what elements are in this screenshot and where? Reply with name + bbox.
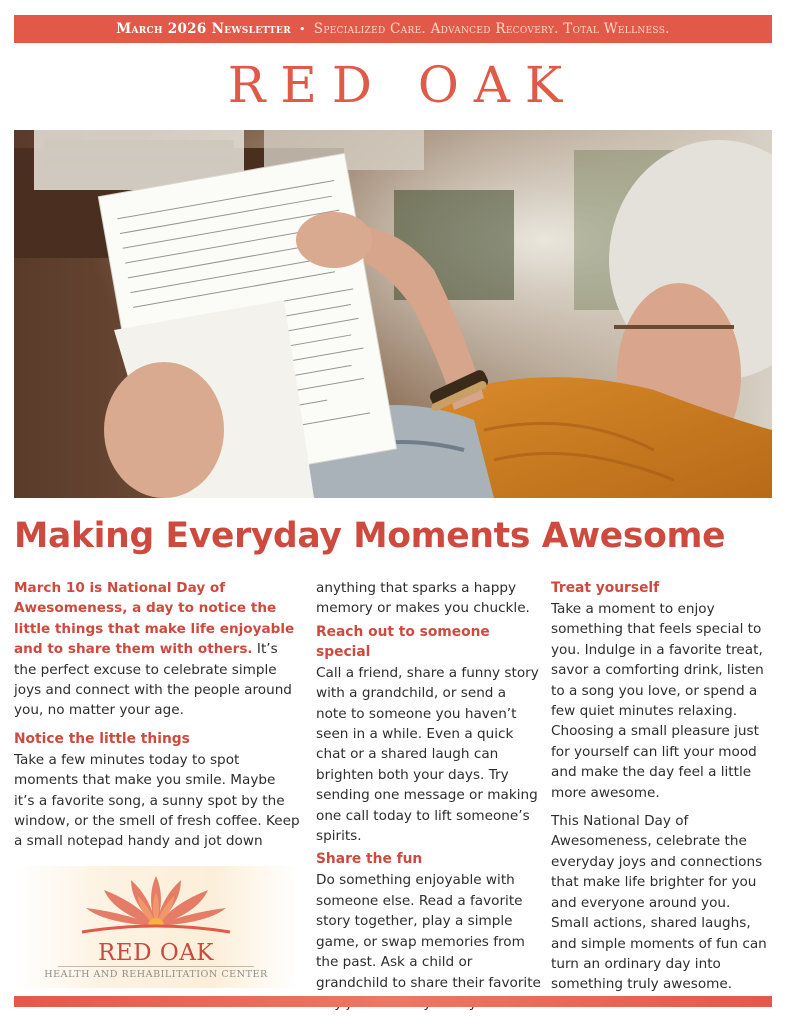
article-column-2	[316, 578, 541, 1021]
section-body-treat: Take a moment to enjoy something that feels special to you. Indulge in a favorite treat, savor a comforting drink, listen to a song you love, or spend a few quiet minutes relaxing. Choosing a small pleasure just for yourself can lift your mood and make the day feel a little more awesome.	[551, 601, 764, 801]
newsletter-edition: March 2026 Newsletter	[116, 21, 291, 37]
intro-paragraph	[14, 578, 300, 721]
logo-divider	[58, 966, 254, 967]
masthead-title: RED OAK	[227, 56, 578, 114]
section-body-notice: Take a few minutes today to spot moments that make you smile. Maybe it’s a favorite song, a sunny spot by the window, or the smell of fresh coffee. Keep a small notepad handy and jot down	[14, 751, 300, 850]
section-title-share-fun: Share the fun	[316, 851, 423, 868]
lotus-flower-icon	[76, 868, 236, 938]
logo-name: RED OAK	[97, 940, 214, 966]
intro-lead: March 10 is National Day of Awesomeness, a day to notice the little things that make life enjoyable and to share them with others.	[14, 580, 295, 658]
article-headline: Making Everyday Moments Awesome	[14, 516, 726, 556]
hero-photo	[14, 130, 772, 498]
article-column-1	[14, 578, 300, 860]
red-oak-logo	[14, 866, 298, 988]
closing-paragraph: This National Day of Awesomeness, celebrate the everyday joys and connections that make life brighter for you and everyone around you. Small actions, shared laughs, and simple moments of fun can turn an ordinary day into something truly awesome.	[551, 813, 767, 993]
section-title-notice: Notice the little things	[14, 730, 190, 747]
logo-subtitle: HEALTH AND REHABILITATION CENTER	[44, 969, 268, 980]
tagline: Specialized Care. Advanced Recovery. Total Wellness.	[313, 21, 670, 37]
section-body-reach-out: Call a friend, share a funny story with a grandchild, or send a note to someone you haven’t seen in a while. Even a quick chat or a shared laugh can brighten both your days. Try sending one message or making one call today to lift someone’s spirits.	[316, 664, 539, 845]
separator-bullet: •	[298, 22, 306, 36]
section-title-treat: Treat yourself	[551, 580, 660, 596]
footer-bar	[14, 996, 772, 1007]
section-body-continued: anything that sparks a happy memory or makes you chuckle.	[316, 580, 530, 617]
intro-rest: It’s the perfect excuse to celebrate simple joys and connect with the people around you, no matter your age.	[14, 641, 292, 719]
top-banner	[14, 15, 772, 43]
section-body-share-fun: Do something enjoyable with someone else. Read a favorite story together, play a simple game, or swap memories from the past. Ask a child or grandchild to share their favorite	[316, 872, 541, 991]
article-column-3	[551, 578, 771, 1003]
section-title-reach-out: Reach out to someone special	[316, 623, 490, 660]
